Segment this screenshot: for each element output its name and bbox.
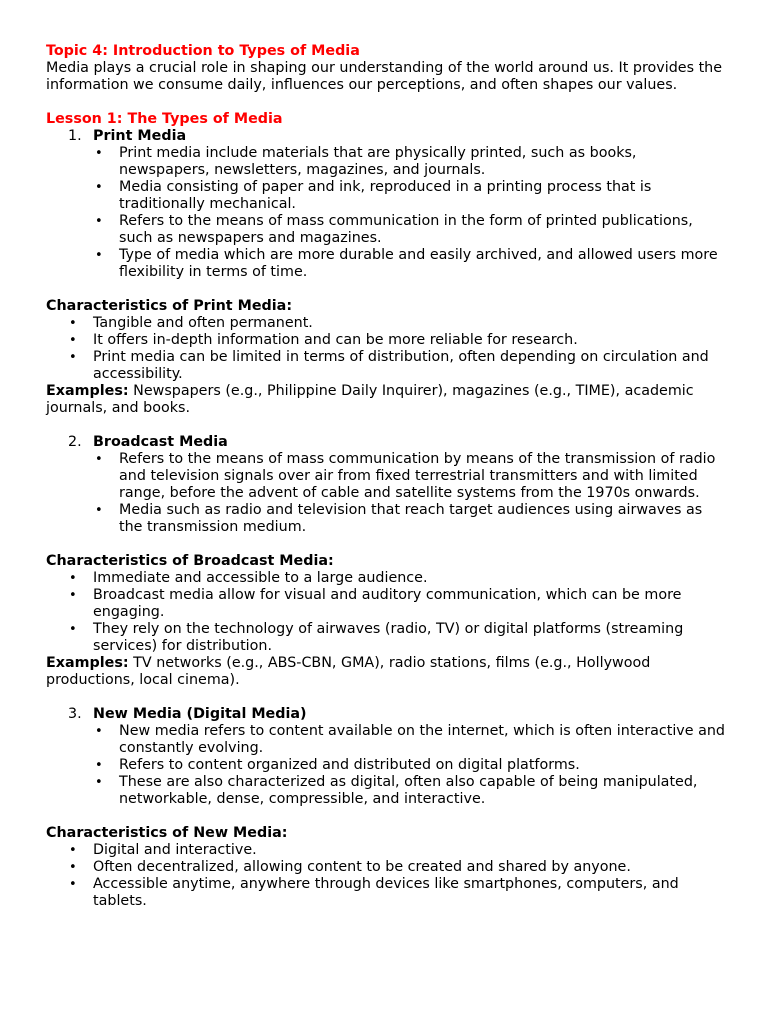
examples-text: Newspapers (e.g., Philippine Daily Inquirer), magazines (e.g., TIME), academic journals, and books. [46,383,694,416]
bullet-icon: • [69,571,77,586]
examples-label: Examples: [46,383,129,399]
bullet-icon: • [69,588,77,603]
examples-text: TV networks (e.g., ABS-CBN, GMA), radio stations, films (e.g., Hollywood productions, local cinema). [46,655,651,688]
list-item: • Broadcast media allow for visual and auditory communication, which can be more engaging. [69,587,682,620]
section-heading [46,128,728,145]
section-heading [46,706,728,723]
section-print-media [46,128,728,417]
bullet-icon: • [69,316,77,331]
characteristics-heading: Characteristics of Print Media: [46,298,293,314]
list-item: • Print media include materials that are physically printed, such as books, newspapers, newsletters, magazines, and journals. [95,145,637,178]
examples-paragraph [46,383,728,417]
list-item: • Media such as radio and television that reach target audiences using airwaves as the transmission medium. [95,502,703,535]
examples-paragraph [46,655,728,689]
section-number: 1. [68,128,82,144]
bullet-icon: • [95,452,103,467]
characteristics-list [46,315,728,383]
list-item: • Refers to the means of mass communication in the form of printed publications, such as newspapers and magazines. [95,213,693,246]
section-broadcast-media [46,434,728,689]
section-number: 3. [68,706,82,722]
list-item: • It offers in-depth information and can be more reliable for research. [69,332,578,348]
list-item: • Tangible and often permanent. [69,315,313,331]
characteristics-heading: Characteristics of Broadcast Media: [46,553,334,569]
list-item: • Media consisting of paper and ink, reproduced in a printing process that is traditionally mechanical. [95,179,652,212]
list-item: • Digital and interactive. [69,842,257,858]
bullet-icon: • [69,350,77,365]
bullet-icon: • [69,843,77,858]
intro-paragraph: Media plays a crucial role in shaping our understanding of the world around us. It provides the information we consume daily, influences our perceptions, and often shapes our values. [46,60,723,93]
bullet-icon: • [95,503,103,518]
bullet-icon: • [95,758,103,773]
list-item: • Print media can be limited in terms of distribution, often depending on circulation and accessibility. [69,349,709,382]
characteristics-list [46,842,728,910]
section-title: New Media (Digital Media) [93,706,307,722]
list-item: • Refers to the means of mass communication by means of the transmission of radio and television signals over air from fixed terrestrial transmitters and with limited range, before the advent of cable and satellite systems from the 1970s onwards. [95,451,716,501]
bullet-icon: • [69,333,77,348]
list-item: • These are also characterized as digital, often also capable of being manipulated, networkable, dense, compressible, and interactive. [95,774,698,807]
section-heading [46,434,728,451]
bullet-icon: • [69,622,77,637]
list-item: • Refers to content organized and distributed on digital platforms. [95,757,580,773]
list-item: • Immediate and accessible to a large audience. [69,570,428,586]
bullet-icon: • [95,180,103,195]
list-item: • Type of media which are more durable and easily archived, and allowed users more flexibility in terms of time. [95,247,718,280]
bullet-icon: • [69,877,77,892]
characteristics-list [46,570,728,655]
bullet-icon: • [95,214,103,229]
bullet-icon: • [95,248,103,263]
bullet-icon: • [95,775,103,790]
list-item: • New media refers to content available on the internet, which is often interactive and constantly evolving. [95,723,725,756]
section-points [46,451,728,536]
section-number: 2. [68,434,82,450]
section-points [46,145,728,281]
list-item: • They rely on the technology of airwaves (radio, TV) or digital platforms (streaming services) for distribution. [69,621,684,654]
list-item: • Accessible anytime, anywhere through devices like smartphones, computers, and tablets. [69,876,679,909]
lesson-heading: Lesson 1: The Types of Media [46,111,283,127]
bullet-icon: • [95,146,103,161]
topic-heading: Topic 4: Introduction to Types of Media [46,43,360,59]
examples-label: Examples: [46,655,129,671]
section-points [46,723,728,808]
section-new-media [46,706,728,910]
characteristics-heading: Characteristics of New Media: [46,825,288,841]
bullet-icon: • [95,724,103,739]
section-title: Broadcast Media [93,434,228,450]
section-title: Print Media [93,128,187,144]
list-item: • Often decentralized, allowing content to be created and shared by anyone. [69,859,631,875]
bullet-icon: • [69,860,77,875]
